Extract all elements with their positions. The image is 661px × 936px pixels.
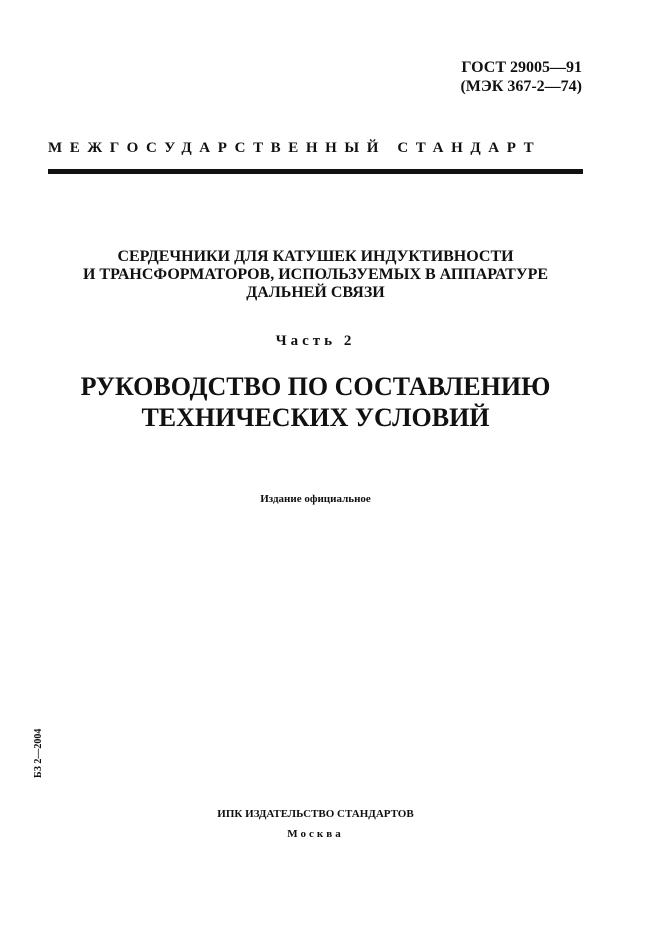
document-subtitle [48,371,583,433]
title-line-1: СЕРДЕЧНИКИ ДЛЯ КАТУШЕК ИНДУКТИВНОСТИ [117,248,514,265]
header-divider [48,169,583,174]
title-line-3: ДАЛЬНЕЙ СВЯЗИ [246,284,385,301]
title-line-2: И ТРАНСФОРМАТОРОВ, ИСПОЛЬЗУЕМЫХ В АППАРАТУРЕ [82,266,549,283]
publisher: ИПК ИЗДАТЕЛЬСТВО СТАНДАРТОВ [217,808,414,820]
part-number: Часть 2 [275,333,356,349]
iec-reference: (МЭК 367-2—74) [460,78,582,95]
subtitle-line-2: ТЕХНИЧЕСКИХ УСЛОВИЙ [141,403,490,432]
side-code-text: БЗ 2—2004 [33,728,44,778]
standard-number: ГОСТ 29005—91 [461,59,582,76]
document-title [48,248,583,302]
side-code-block [33,712,103,782]
subtitle-line-1: РУКОВОДСТВО ПО СОСТАВЛЕНИЮ [80,372,551,401]
publication-city: Москва [287,828,344,840]
standard-code-block [460,58,582,96]
edition-note: Издание официальное [260,493,371,505]
interstate-standard-banner: МЕЖГОСУДАРСТВЕННЫЙ СТАНДАРТ [48,140,542,156]
